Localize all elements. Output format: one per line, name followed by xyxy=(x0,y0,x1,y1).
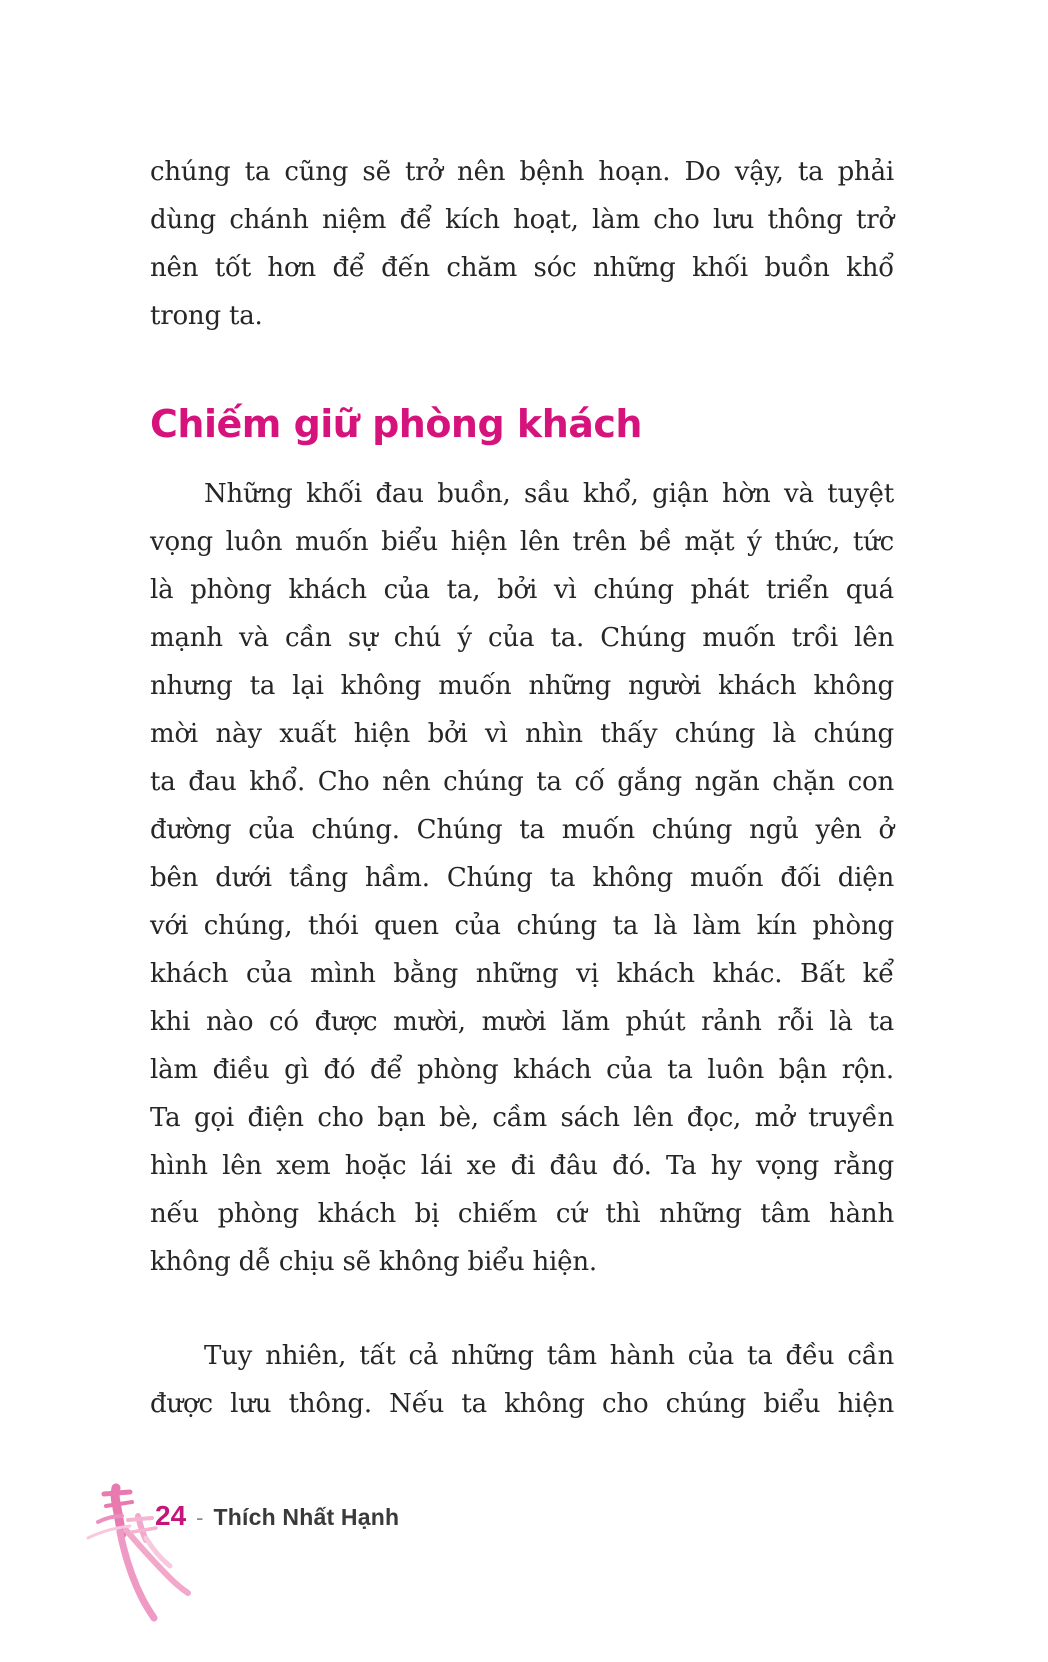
text-line: chúng ta cũng sẽ trở nên bệnh hoạn. Do vậy, ta phải xyxy=(150,157,894,187)
text-line: mời này xuất hiện bởi vì nhìn thấy chúng là chúng xyxy=(150,719,894,749)
section-heading: Chiếm giữ phòng khách xyxy=(150,402,642,446)
footer-author: Thích Nhất Hạnh xyxy=(213,1504,400,1530)
text-line: là phòng khách của ta, bởi vì chúng phát triển quá xyxy=(150,575,894,605)
text-line: không dễ chịu sẽ không biểu hiện. xyxy=(150,1247,597,1277)
paragraph-living-room xyxy=(150,470,894,1286)
text-line: với chúng, thói quen của chúng ta là làm kín phòng xyxy=(150,911,894,941)
text-line: được lưu thông. Nếu ta không cho chúng biểu hiện xyxy=(150,1389,894,1419)
text-line: nhưng ta lại không muốn những người khách không xyxy=(150,671,894,701)
text-line: đường của chúng. Chúng ta muốn chúng ngủ yên ở xyxy=(150,815,894,845)
text-line: trong ta. xyxy=(150,301,263,331)
text-line: mạnh và cần sự chú ý của ta. Chúng muốn trồi lên xyxy=(150,623,894,653)
text-line: khi nào có được mười, mười lăm phút rảnh rỗi là ta xyxy=(150,1007,894,1037)
text-line: Ta gọi điện cho bạn bè, cầm sách lên đọc, mở truyền xyxy=(150,1103,894,1133)
paragraph-continuation xyxy=(150,148,894,340)
body-text xyxy=(150,148,894,1428)
text-line: hình lên xem hoặc lái xe đi đâu đó. Ta hy vọng rằng xyxy=(150,1151,894,1181)
text-line: nên tốt hơn để đến chăm sóc những khối buồn khổ xyxy=(150,253,894,283)
text-line: làm điều gì đó để phòng khách của ta luôn bận rộn. xyxy=(150,1055,894,1085)
text-line: Tuy nhiên, tất cả những tâm hành của ta đều cần xyxy=(204,1341,894,1371)
paragraph-however xyxy=(150,1332,894,1428)
text-line: dùng chánh niệm để kích hoạt, làm cho lưu thông trở xyxy=(150,205,894,235)
text-line: bên dưới tầng hầm. Chúng ta không muốn đối diện xyxy=(150,863,894,893)
text-line: vọng luôn muốn biểu hiện lên trên bề mặt ý thức, tức xyxy=(150,527,894,557)
text-line: ta đau khổ. Cho nên chúng ta cố gắng ngăn chặn con xyxy=(150,767,894,797)
page-number: 24 xyxy=(155,1500,187,1531)
text-line: khách của mình bằng những vị khách khác. Bất kể xyxy=(150,959,894,989)
footer-separator: - xyxy=(196,1505,204,1530)
text-line: Những khối đau buồn, sầu khổ, giận hờn và tuyệt xyxy=(204,479,894,509)
text-line: nếu phòng khách bị chiếm cứ thì những tâm hành xyxy=(150,1199,894,1229)
page-footer xyxy=(155,1500,399,1532)
